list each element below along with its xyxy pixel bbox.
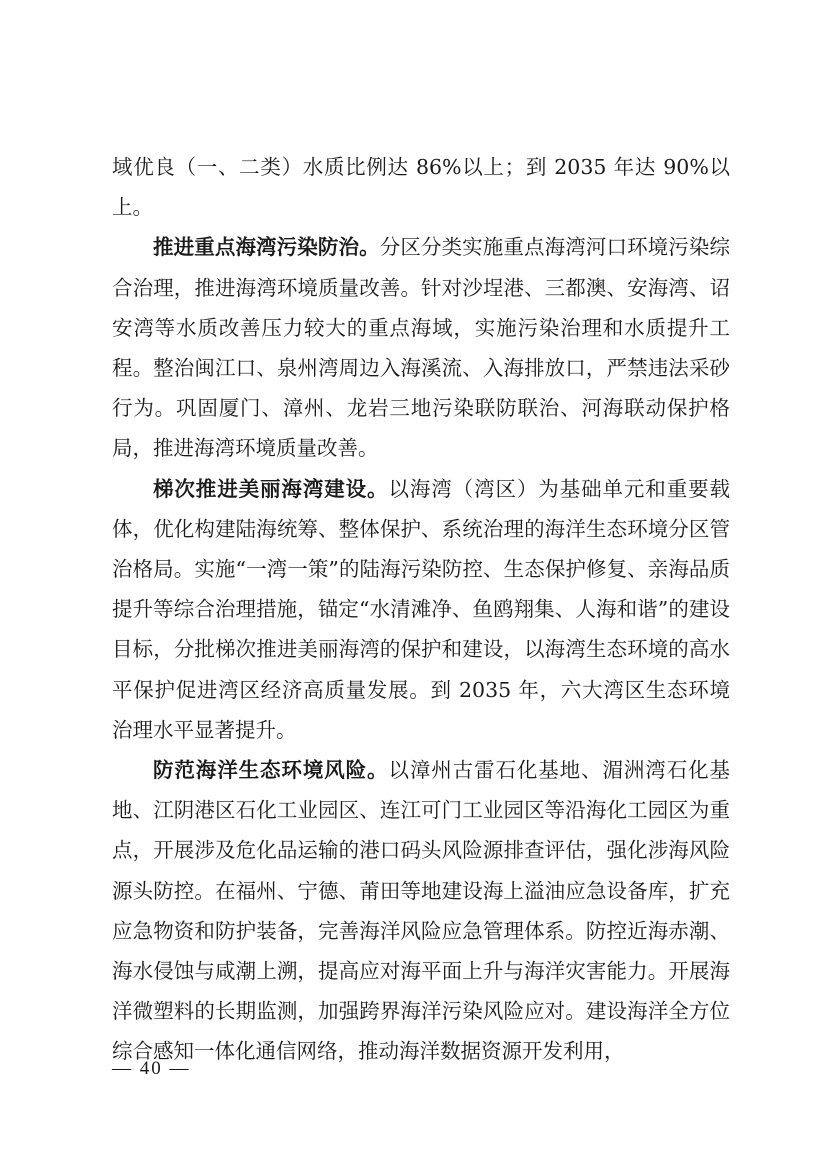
paragraph-bay-pollution xyxy=(112,227,730,468)
paragraph-continuation xyxy=(112,147,730,227)
paragraph-risk-prevention xyxy=(112,750,730,1072)
page-number: — 40 — xyxy=(112,1058,191,1079)
document-body xyxy=(112,147,730,1072)
paragraph-heading: 防范海洋生态环境风险。 xyxy=(153,758,389,783)
paragraph-heading: 推进重点海湾污染防治。 xyxy=(153,235,380,260)
paragraph-text: 以漳州古雷石化基地、湄洲湾石化基地、江阴港区石化工业园区、连江可门工业园区等沿海化工园区为重点，开展涉及危化品运输的港口码头风险源排查评估，强化涉海风险源头防控。在福州、宁德、莆田等地建设海上溢油应急设备库，扩充应急物资和防护装备，完善海洋风险应急管理体系。防控近海赤潮、海水侵蚀与咸潮上溯，提高应对海平面上升与海洋灾害能力。开展海洋微塑料的长期监测，加强跨界海洋污染风险应对。建设海洋全方位综合感知一体化通信网络，推动海洋数据资源开发利用， xyxy=(112,758,731,1064)
paragraph-heading: 梯次推进美丽海湾建设。 xyxy=(153,476,389,501)
paragraph-beautiful-bay xyxy=(112,469,730,750)
paragraph-text: 以海湾（湾区）为基础单元和重要载体，优化构建陆海统筹、整体保护、系统治理的海洋生态环境分区管治格局。实施“一湾一策”的陆海污染防控、生态保护修复、亲海品质提升等综合治理措施，锚定“水清滩净、鱼鸥翔集、人海和谐”的建设目标，分批梯次推进美丽海湾的保护和建设，以海湾生态环境的高水平保护促进湾区经济高质量发展。到 2035 年，六大湾区生态环境治理水平显著提升。 xyxy=(112,476,731,742)
paragraph-text: 分区分类实施重点海湾河口环境污染综合治理，推进海湾环境质量改善。针对沙埕港、三都澳、安海湾、诏安湾等水质改善压力较大的重点海域，实施污染治理和水质提升工程。整治闽江口、泉州湾周边入海溪流、入海排放口，严禁违法采砂行为。巩固厦门、漳州、龙岩三地污染联防联治、河海联动保护格局，推进海湾环境质量改善。 xyxy=(112,235,731,461)
paragraph-text: 域优良（一、二类）水质比例达 86%以上；到 2035 年达 90%以上。 xyxy=(112,155,730,220)
